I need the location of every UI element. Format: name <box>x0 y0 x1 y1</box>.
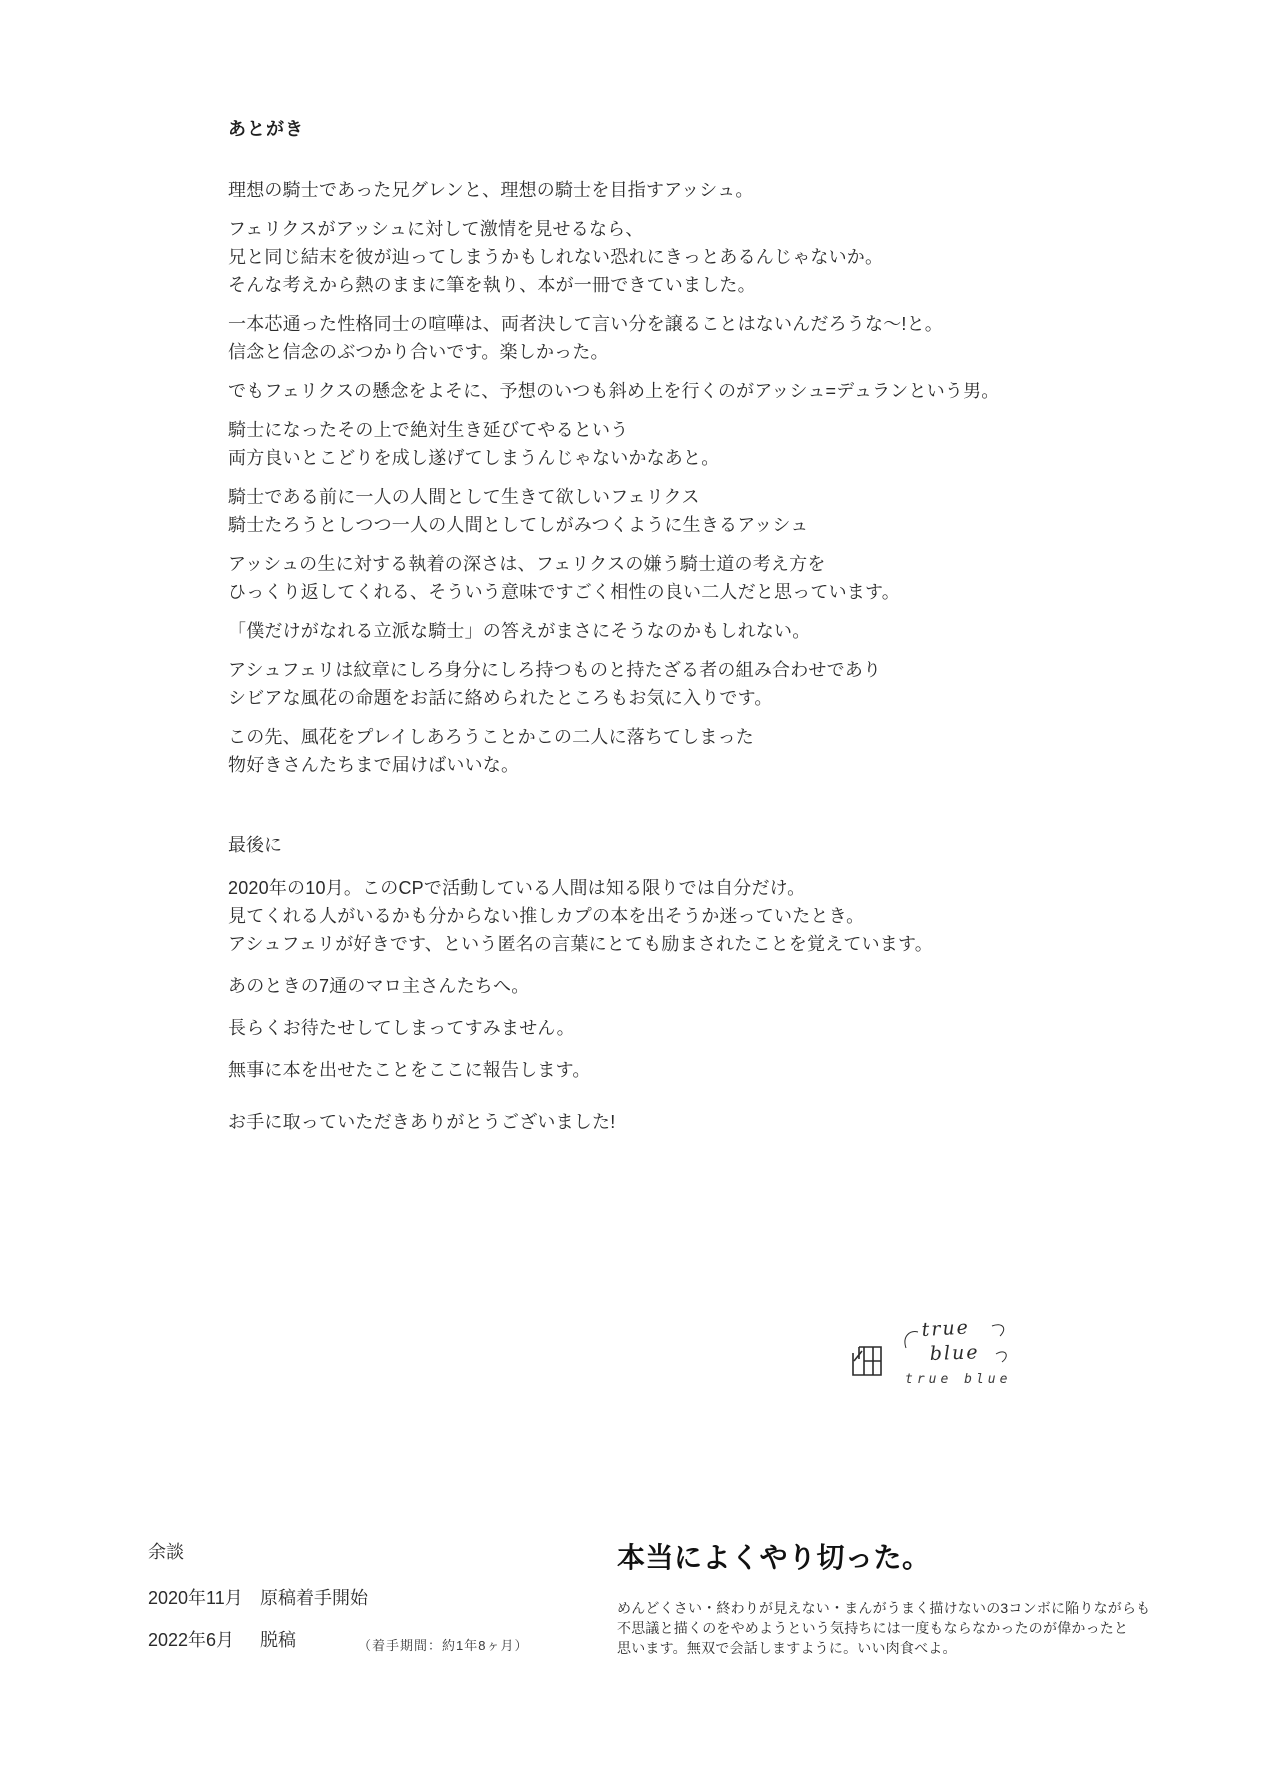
remark-note-line: 思います。無双で会話しますように。いい肉食べよ。 <box>617 1640 957 1656</box>
svg-text:blue: blue <box>929 1341 980 1365</box>
text-line: 騎士になったその上で絶対生き延びてやるという <box>228 420 629 440</box>
text-line: でもフェリクスの懸念をよそに、予想のいつも斜め上を行くのがアッシュ=デュランという男。 <box>228 381 1000 401</box>
duration-note: （着手期間：約1年8ヶ月） <box>358 1638 529 1653</box>
text-line: 両方良いとこどりを成し遂げてしまうんじゃないかなあと。 <box>228 448 720 468</box>
production-notes <box>148 1540 588 1672</box>
paragraph <box>228 617 948 645</box>
remark-notes <box>617 1598 1151 1658</box>
text-line: 理想の騎士であった兄グレンと、理想の騎士を目指すアッシュ。 <box>228 180 754 200</box>
closing-section <box>228 831 948 1150</box>
page-title: あとがき <box>228 119 304 139</box>
paragraph <box>228 550 948 606</box>
remark-note-line: 不思議と描くのをやめようという気持ちには一度もならなかったのが偉かったと <box>617 1620 1129 1636</box>
paragraph <box>228 1014 948 1042</box>
paragraph <box>228 377 1000 405</box>
true-blue-seal-icon <box>850 1345 884 1377</box>
paragraph <box>228 972 948 1000</box>
text-line: アッシュの生に対する執着の深さは、フェリクスの嫌う騎士道の考え方を <box>228 554 826 574</box>
closing-heading: 最後に <box>228 835 282 855</box>
handwritten-signature <box>900 1318 1015 1370</box>
text-line: アシュフェリは紋章にしろ身分にしろ持つものと持たざる者の組み合わせであり <box>228 660 882 680</box>
text-line: 2020年の10月。このCPで活動している人間は知る限りでは自分だけ。 <box>228 878 806 898</box>
text-line: 見てくれる人がいるかも分からない推しカプの本を出そうか迷っていたとき。 <box>228 906 865 926</box>
signature-block <box>845 1318 1015 1404</box>
aside-title: 余談 <box>148 1542 184 1562</box>
signature-caption: true blue <box>905 1372 1012 1387</box>
text-line: シビアな風花の命題をお話に絡められたところもお気に入りです。 <box>228 688 773 708</box>
paragraph <box>228 656 948 712</box>
afterword-column <box>228 118 1000 790</box>
timeline-date: 2022年6月 <box>148 1630 235 1650</box>
text-line: フェリクスがアッシュに対して激情を見せるなら、 <box>228 219 644 239</box>
text-line: お手に取っていただきありがとうございました! <box>228 1112 616 1132</box>
text-line: 長らくお待たせしてしまってすみません。 <box>228 1018 575 1038</box>
svg-text:true: true <box>921 1318 971 1341</box>
text-line: 物好きさんたちまで届けばいいな。 <box>228 755 520 775</box>
text-line: あのときの7通のマロ主さんたちへ。 <box>228 976 530 996</box>
closing-body <box>228 874 948 1136</box>
text-line: 信念と信念のぶつかり合いです。楽しかった。 <box>228 342 609 362</box>
timeline-event: 原稿着手開始 <box>260 1588 368 1608</box>
text-line: 一本芯通った性格同士の喧嘩は、両者決して言い分を譲ることはないんだろうな～!と。 <box>228 314 943 334</box>
text-line: アシュフェリが好きです、という匿名の言葉にとても励まされたことを覚えています。 <box>228 934 933 954</box>
paragraph <box>228 176 948 204</box>
text-line: 無事に本を出せたことをここに報告します。 <box>228 1060 591 1080</box>
paragraph <box>228 874 948 958</box>
text-line: 「僕だけがなれる立派な騎士」の答えがまさにそうなのかもしれない。 <box>228 621 811 641</box>
closing-remark <box>617 1536 1151 1658</box>
paragraph <box>228 215 948 299</box>
paragraph <box>228 416 948 472</box>
text-line: 騎士である前に一人の人間として生きて欲しいフェリクス <box>228 487 700 507</box>
text-line: 騎士たろうとしつつ一人の人間としてしがみつくように生きるアッシュ <box>228 515 809 535</box>
paragraph <box>228 1108 948 1136</box>
timeline-row <box>148 1628 588 1654</box>
paragraph <box>228 1056 948 1084</box>
timeline-date: 2020年11月 <box>148 1588 243 1608</box>
paragraph <box>228 310 948 366</box>
text-line: この先、風花をプレイしあろうことかこの二人に落ちてしまった <box>228 727 754 747</box>
afterword-body <box>228 176 1000 779</box>
text-line: 兄と同じ結末を彼が辿ってしまうかもしれない恐れにきっとあるんじゃないか。 <box>228 247 884 267</box>
remark-headline: 本当によくやり切った。 <box>617 1542 931 1573</box>
timeline-row <box>148 1586 588 1610</box>
paragraph <box>228 483 948 539</box>
timeline-event: 脱稿 <box>260 1630 296 1650</box>
text-line: ひっくり返してくれる、そういう意味ですごく相性の良い二人だと思っています。 <box>228 582 900 602</box>
remark-note-line: めんどくさい・終わりが見えない・まんがうまく描けないの3コンボに陥りながらも <box>617 1600 1151 1616</box>
paragraph <box>228 723 948 779</box>
text-line: そんな考えから熱のままに筆を執り、本が一冊できていました。 <box>228 275 756 295</box>
